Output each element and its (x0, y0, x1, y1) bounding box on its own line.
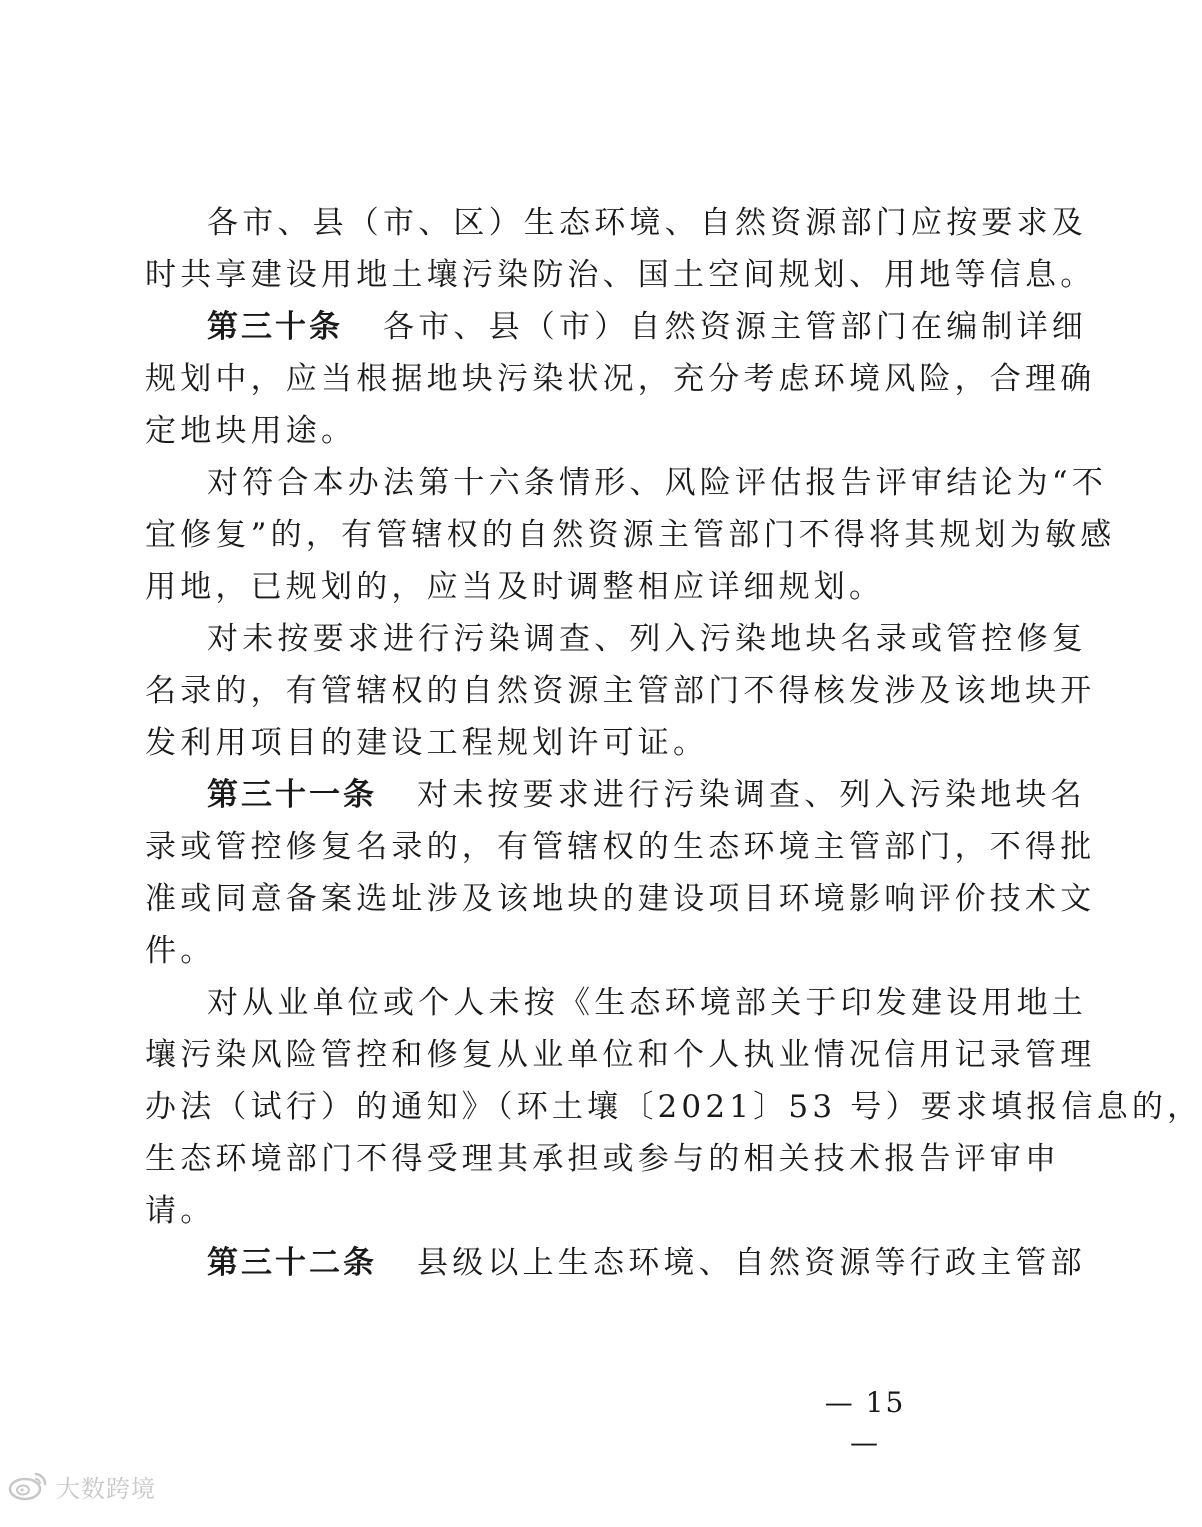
paragraph-line: 发利用项目的建设工程规划许可证。 (145, 725, 709, 761)
paragraph-line: 录或管控修复名录的，有管辖权的生态环境主管部门，不得批 (145, 829, 1096, 865)
article-31-heading: 第三十一条 (207, 777, 377, 813)
watermark (8, 1466, 156, 1506)
article-32-line (207, 1243, 1086, 1283)
paragraph-line: 各市、县（市、区）生态环境、自然资源部门应按要求及 (207, 205, 1087, 241)
paragraph-line: 壤污染风险管控和修复从业单位和个人执业情况信用记录管理 (145, 1037, 1096, 1073)
paragraph-text: 县级以上生态环境、自然资源等行政主管部 (417, 1245, 1086, 1281)
article-31-line (207, 775, 1086, 815)
weibo-logo-icon (8, 1470, 48, 1502)
page-number: — 15 — (824, 1386, 906, 1459)
paragraph-line: 对符合本办法第十六条情形、风险评估报告评审结论为“不 (207, 465, 1108, 501)
paragraph-line: 用地，已规划的，应当及时调整相应详细规划。 (145, 569, 885, 605)
article-30-line (207, 307, 1087, 347)
paragraph-line: 生态环境部门不得受理其承担或参与的相关技术报告评审申 (145, 1141, 1061, 1177)
paragraph-text: 各市、县（市）自然资源主管部门在编制详细 (383, 309, 1087, 345)
paragraph-line: 办法（试行）的通知》（环土壤〔2021〕53 号）要求填报信息的， (145, 1089, 1202, 1125)
article-30-heading: 第三十条 (207, 309, 343, 345)
watermark-text: 大数跨境 (56, 1474, 156, 1503)
paragraph-line: 名录的，有管辖权的自然资源主管部门不得核发涉及该地块开 (145, 673, 1096, 709)
paragraph-text: 对未按要求进行污染调查、列入污染地块名 (417, 777, 1086, 813)
paragraph-line: 时共享建设用地土壤污染防治、国土空间规划、用地等信息。 (145, 257, 1096, 293)
paragraph-line: 件。 (145, 933, 216, 969)
paragraph-line: 宜修复”的，有管辖权的自然资源主管部门不得将其规划为敏感 (145, 517, 1116, 553)
paragraph-line: 准或同意备案选址涉及该地块的建设项目环境影响评价技术文 (145, 881, 1096, 917)
paragraph-line: 规划中，应当根据地块污染状况，充分考虑环境风险，合理确 (145, 361, 1096, 397)
paragraph-line: 定地块用途。 (145, 413, 357, 449)
paragraph-line: 对从业单位或个人未按《生态环境部关于印发建设用地土 (207, 985, 1087, 1021)
paragraph-line: 对未按要求进行污染调查、列入污染地块名录或管控修复 (207, 621, 1087, 657)
article-32-heading: 第三十二条 (207, 1245, 377, 1281)
paragraph-line: 请。 (145, 1193, 216, 1229)
